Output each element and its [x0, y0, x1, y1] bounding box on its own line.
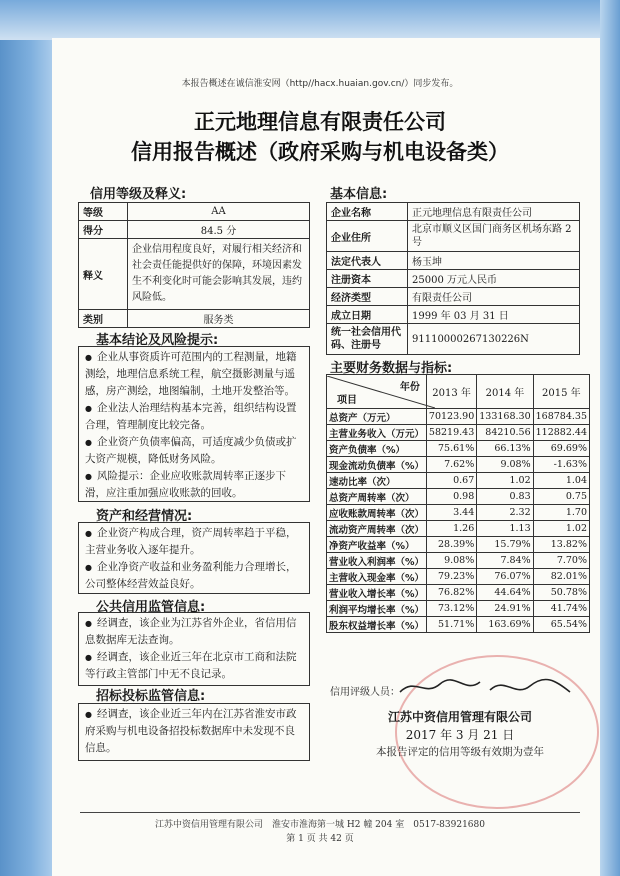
- finance-metric-name: 流动资产周转率（次）: [327, 521, 427, 537]
- background-binder-left: [0, 0, 52, 876]
- finance-metric-name: 利润平均增长率（%）: [327, 601, 427, 617]
- credit-code-value: 91110000267130226N: [408, 324, 580, 355]
- finance-value: 2.32: [477, 505, 533, 521]
- finance-row: [327, 505, 590, 521]
- finance-row: [327, 473, 590, 489]
- finance-value: 1.02: [533, 521, 589, 537]
- finance-value: 0.98: [426, 489, 476, 505]
- credit-label: 等级: [79, 203, 128, 221]
- company-address-value: 北京市顺义区国门商务区机场东路 2 号: [408, 221, 580, 252]
- basic-info-table: [326, 202, 580, 355]
- finance-value: 82.01%: [533, 569, 589, 585]
- finance-metric-name: 总资产（万元）: [327, 409, 427, 425]
- conclusion-box: [78, 346, 310, 502]
- background-binder-top: [0, 0, 620, 40]
- footer-rule: [80, 812, 580, 813]
- finance-corner-cell: [327, 375, 427, 409]
- finance-row: [327, 441, 590, 457]
- finance-value: 70123.90: [426, 409, 476, 425]
- credit-row-score: [79, 221, 310, 239]
- finance-value: 75.61%: [426, 441, 476, 457]
- assets-item: ● 企业净资产收益和业务盈利能力合理增长，公司整体经营效益良好。: [85, 559, 303, 593]
- finance-row: [327, 585, 590, 601]
- basic-label: 统一社会信用代码、注册号: [327, 324, 408, 355]
- finance-value: 76.82%: [426, 585, 476, 601]
- finance-value: 51.71%: [426, 617, 476, 633]
- finance-metric-name: 应收账款周转率（次）: [327, 505, 427, 521]
- basic-label: 成立日期: [327, 306, 408, 324]
- credit-score-value: 84.5 分: [128, 221, 310, 239]
- bidding-heading: 招标投标监管信息:: [96, 689, 206, 704]
- bidding-item: ● 经调查，该企业近三年内在江苏省淮安市政府采购与机电设备招投标数据库中未发现不良信息。: [85, 706, 303, 757]
- finance-value: 58219.43: [426, 425, 476, 441]
- assets-heading: 资产和经营情况:: [96, 509, 193, 524]
- supervision-heading: 公共信用监管信息:: [96, 600, 206, 615]
- report-date: 2017 年 3 月 21 日: [405, 728, 515, 742]
- bidding-box: [78, 703, 310, 761]
- finance-value: 41.74%: [533, 601, 589, 617]
- finance-metric-name: 现金流动负债率（%）: [327, 457, 427, 473]
- evaluator-label: 信用评级人员：: [330, 687, 400, 698]
- finance-value: 69.69%: [533, 441, 589, 457]
- credit-label: 类别: [79, 310, 128, 328]
- year-header: 2013 年: [426, 375, 476, 409]
- finance-value: 13.82%: [533, 537, 589, 553]
- finance-value: 79.23%: [426, 569, 476, 585]
- conclusion-heading: 基本结论及风险提示:: [96, 333, 219, 348]
- conclusion-item: ● 企业法人治理结构基本完善，组织结构设置合理，管理制度比较完备。: [85, 400, 303, 434]
- finance-metric-name: 主营收入现金率（%）: [327, 569, 427, 585]
- credit-row-grade: [79, 203, 310, 221]
- finance-value: 84210.56: [477, 425, 533, 441]
- finance-metric-name: 营业收入增长率（%）: [327, 585, 427, 601]
- finance-value: 1.04: [533, 473, 589, 489]
- conclusion-item: ● 风险提示：企业应收账款周转率正逐步下滑，应注重加强应收账款的回收。: [85, 468, 303, 502]
- publish-notice: 本报告概述在诚信淮安网（http//hacx.huaian.gov.cn/）同步发布。: [181, 79, 459, 89]
- finance-row: [327, 521, 590, 537]
- finance-value: 1.02: [477, 473, 533, 489]
- finance-value: 1.26: [426, 521, 476, 537]
- company-name-value: 正元地理信息有限责任公司: [408, 203, 580, 221]
- finance-row: [327, 601, 590, 617]
- basic-label: 经济类型: [327, 288, 408, 306]
- finance-metric-name: 营业收入利润率（%）: [327, 553, 427, 569]
- corner-item-label: 项目: [337, 394, 357, 406]
- conclusion-item: ● 企业从事资质许可范围内的工程测量，地籍测绘，地理信息系统工程，航空摄影测量与遥感，房产测绘，地图编制，土地开发整治等。: [85, 349, 303, 400]
- finance-value: 0.83: [477, 489, 533, 505]
- assets-box: [78, 522, 310, 594]
- finance-value: 7.84%: [477, 553, 533, 569]
- finance-value: 1.13: [477, 521, 533, 537]
- finance-value: 28.39%: [426, 537, 476, 553]
- basic-label: 法定代表人: [327, 252, 408, 270]
- finance-value: 76.07%: [477, 569, 533, 585]
- finance-metric-name: 资产负债率（%）: [327, 441, 427, 457]
- credit-label: 得分: [79, 221, 128, 239]
- finance-value: 168784.35: [533, 409, 589, 425]
- finance-header-row: [327, 375, 590, 409]
- basic-label: 企业住所: [327, 221, 408, 252]
- finance-row: [327, 569, 590, 585]
- background-binder-right: [600, 0, 620, 876]
- finance-row: [327, 457, 590, 473]
- credit-row-definition: [79, 239, 310, 310]
- credit-label: 释义: [79, 239, 128, 310]
- year-header: 2015 年: [533, 375, 589, 409]
- finance-value: 73.12%: [426, 601, 476, 617]
- assets-item: ● 企业资产构成合理，资产周转率趋于平稳，主营业务收入逐年提升。: [85, 525, 303, 559]
- finance-metric-name: 主营业务收入（万元）: [327, 425, 427, 441]
- finance-row: [327, 425, 590, 441]
- finance-value: 15.79%: [477, 537, 533, 553]
- finance-row: [327, 617, 590, 633]
- supervision-box: [78, 612, 310, 686]
- finance-row: [327, 553, 590, 569]
- finance-value: 50.78%: [533, 585, 589, 601]
- finance-value: 133168.30: [477, 409, 533, 425]
- corner-year-label: 年份: [399, 381, 420, 393]
- handwritten-signature: [395, 672, 575, 702]
- credit-heading: 信用等级及释义:: [90, 187, 187, 202]
- finance-value: 9.08%: [477, 457, 533, 473]
- finance-metric-name: 股东权益增长率（%）: [327, 617, 427, 633]
- legal-rep-value: 杨玉坤: [408, 252, 580, 270]
- finance-value: 7.62%: [426, 457, 476, 473]
- footer-page-number: 第 1 页 共 42 页: [286, 834, 354, 844]
- finance-metric-name: 速动比率（次）: [327, 473, 427, 489]
- economic-type-value: 有限责任公司: [408, 288, 580, 306]
- finance-value: 1.70: [533, 505, 589, 521]
- report-title-company: 正元地理信息有限责任公司: [194, 110, 446, 134]
- finance-value: 9.08%: [426, 553, 476, 569]
- credit-category-value: 服务类: [128, 310, 310, 328]
- finance-value: 163.69%: [477, 617, 533, 633]
- supervision-item: ● 经调查，该企业为江苏省外企业，省信用信息数据库无法查询。: [85, 615, 303, 649]
- finance-row: [327, 409, 590, 425]
- finance-body: [327, 409, 590, 633]
- credit-definition-value: 企业信用程度良好，对履行相关经济和社会责任能提供好的保障，环境因素发生不利变化时可能会影响其发展，违约风险低。: [128, 239, 310, 310]
- basic-heading: 基本信息:: [330, 187, 388, 202]
- finance-value: 0.75: [533, 489, 589, 505]
- registered-capital-value: 25000 万元人民币: [408, 270, 580, 288]
- finance-value: 66.13%: [477, 441, 533, 457]
- footer-contact: 江苏中资信用管理有限公司 淮安市淮海第一城 H2 幢 204 室 0517-83921680: [155, 820, 485, 830]
- credit-table: [78, 202, 310, 328]
- credit-grade-value: AA: [128, 203, 310, 221]
- basic-label: 企业名称: [327, 203, 408, 221]
- agency-name: 江苏中资信用管理有限公司: [387, 710, 532, 724]
- founding-date-value: 1999 年 03 月 31 日: [408, 306, 580, 324]
- finance-value: 112882.44: [533, 425, 589, 441]
- basic-label: 注册资本: [327, 270, 408, 288]
- finance-value: 24.91%: [477, 601, 533, 617]
- validity-note: 本报告评定的信用等级有效期为壹年: [376, 746, 544, 758]
- finance-metric-name: 总资产周转率（次）: [327, 489, 427, 505]
- finance-value: 0.67: [426, 473, 476, 489]
- finance-value: 44.64%: [477, 585, 533, 601]
- finance-value: 7.70%: [533, 553, 589, 569]
- finance-row: [327, 489, 590, 505]
- year-header: 2014 年: [477, 375, 533, 409]
- finance-table: [326, 374, 590, 633]
- supervision-item: ● 经调查，该企业近三年在北京市工商和法院等行政主管部门中无不良记录。: [85, 649, 303, 683]
- finance-metric-name: 净资产收益率（%）: [327, 537, 427, 553]
- finance-value: 65.54%: [533, 617, 589, 633]
- credit-row-category: [79, 310, 310, 328]
- finance-heading: 主要财务数据与指标:: [330, 361, 453, 376]
- finance-value: -1.63%: [533, 457, 589, 473]
- conclusion-item: ● 企业资产负债率偏高，可适度减少负债或扩大资产规模，降低财务风险。: [85, 434, 303, 468]
- finance-row: [327, 537, 590, 553]
- finance-value: 3.44: [426, 505, 476, 521]
- report-title-type: 信用报告概述（政府采购与机电设备类）: [131, 140, 509, 164]
